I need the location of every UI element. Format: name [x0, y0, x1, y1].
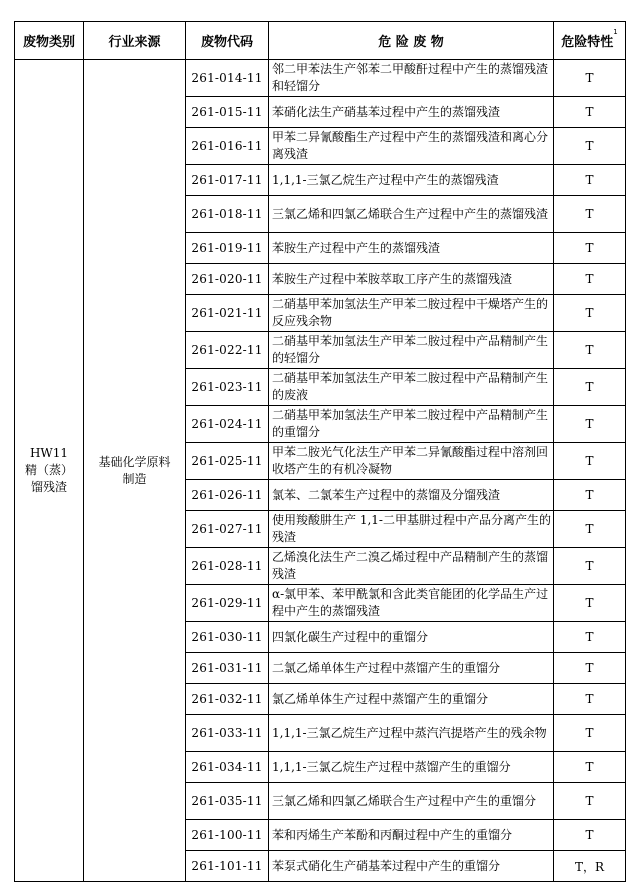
waste-description: 甲苯二异氰酸酯生产过程中产生的蒸馏残渣和离心分离残渣: [269, 128, 554, 165]
waste-code: 261-016-11: [186, 128, 269, 165]
hazard-characteristic: T: [554, 548, 626, 585]
hazard-characteristic: T: [554, 715, 626, 752]
waste-code: 261-015-11: [186, 97, 269, 128]
table-body: [15, 60, 626, 882]
waste-code: 261-014-11: [186, 60, 269, 97]
waste-description: α-氯甲苯、苯甲酰氯和含此类官能团的化学品生产过程中产生的蒸馏残渣: [269, 585, 554, 622]
waste-description: 二硝基甲苯加氢法生产甲苯二胺过程中干燥塔产生的反应残余物: [269, 295, 554, 332]
hazard-characteristic: T: [554, 783, 626, 820]
waste-description: 二硝基甲苯加氢法生产甲苯二胺过程中产品精制产生的轻馏分: [269, 332, 554, 369]
hazard-characteristic: T: [554, 752, 626, 783]
hazard-characteristic: T: [554, 585, 626, 622]
hazard-characteristic: T: [554, 97, 626, 128]
hazard-characteristic: T: [554, 622, 626, 653]
waste-description: 三氯乙烯和四氯乙烯联合生产过程中产生的重馏分: [269, 783, 554, 820]
waste-description: 1,1,1-三氯乙烷生产过程中蒸汽汽提塔产生的残余物: [269, 715, 554, 752]
waste-code: 261-026-11: [186, 480, 269, 511]
waste-code: 261-033-11: [186, 715, 269, 752]
hazard-characteristic: T: [554, 480, 626, 511]
hazard-characteristic: T: [554, 332, 626, 369]
category-line3: 馏残渣: [30, 480, 67, 494]
header-category: 废物类别: [15, 22, 84, 60]
waste-description: 四氯化碳生产过程中的重馏分: [269, 622, 554, 653]
waste-code: 261-018-11: [186, 196, 269, 233]
hazard-characteristic: T: [554, 406, 626, 443]
hazard-characteristic: T: [554, 653, 626, 684]
table-row: [15, 60, 626, 97]
waste-description: 使用羧酸肼生产 1,1-二甲基肼过程中产品分离产生的残渣: [269, 511, 554, 548]
hazard-characteristic: T: [554, 165, 626, 196]
waste-description: 苯和丙烯生产苯酚和丙酮过程中产生的重馏分: [269, 820, 554, 851]
hazardous-waste-table: [14, 21, 626, 882]
hazard-characteristic: T: [554, 60, 626, 97]
header-industry: 行业来源: [84, 22, 186, 60]
waste-code: 261-025-11: [186, 443, 269, 480]
waste-code: 261-017-11: [186, 165, 269, 196]
hazard-characteristic: T: [554, 443, 626, 480]
waste-description: 二氯乙烯单体生产过程中蒸馏产生的重馏分: [269, 653, 554, 684]
waste-code: 261-032-11: [186, 684, 269, 715]
waste-code: 261-100-11: [186, 820, 269, 851]
hazard-characteristic: T: [554, 511, 626, 548]
waste-description: 苯胺生产过程中苯胺萃取工序产生的蒸馏残渣: [269, 264, 554, 295]
waste-description: 甲苯二胺光气化法生产甲苯二异氰酸酯过程中溶剂回收塔产生的有机冷凝物: [269, 443, 554, 480]
header-code: 废物代码: [186, 22, 269, 60]
header-waste: 危 险 废 物: [269, 22, 554, 60]
hazard-characteristic: T: [554, 233, 626, 264]
document-page: [14, 21, 625, 882]
waste-code: 261-020-11: [186, 264, 269, 295]
waste-description: 乙烯溴化法生产二溴乙烯过程中产品精制产生的蒸馏残渣: [269, 548, 554, 585]
waste-code: 261-024-11: [186, 406, 269, 443]
waste-code: 261-029-11: [186, 585, 269, 622]
hazard-characteristic: T: [554, 264, 626, 295]
waste-description: 氯苯、二氯苯生产过程中的蒸馏及分馏残渣: [269, 480, 554, 511]
industry-line2: 制造: [122, 471, 147, 486]
waste-code: 261-022-11: [186, 332, 269, 369]
hazard-characteristic: T: [554, 196, 626, 233]
hazard-characteristic: T: [554, 369, 626, 406]
waste-description: 二硝基甲苯加氢法生产甲苯二胺过程中产品精制产生的废液: [269, 369, 554, 406]
industry-line1: 基础化学原料: [98, 454, 171, 469]
waste-code: 261-035-11: [186, 783, 269, 820]
waste-description: 邻二甲苯法生产邻苯二甲酸酐过程中产生的蒸馏残渣和轻馏分: [269, 60, 554, 97]
header-hazard: 危险特性$^1$: [554, 22, 626, 60]
waste-description: 苯泵式硝化生产硝基苯过程中产生的重馏分: [269, 851, 554, 882]
waste-code: 261-027-11: [186, 511, 269, 548]
waste-description: 1,1,1-三氯乙烷生产过程中蒸馏产生的重馏分: [269, 752, 554, 783]
category-line1: HW11: [29, 446, 69, 460]
waste-code: 261-101-11: [186, 851, 269, 882]
table-header-row: [15, 22, 626, 60]
waste-code: 261-030-11: [186, 622, 269, 653]
category-cell: [15, 60, 84, 882]
waste-description: 二硝基甲苯加氢法生产甲苯二胺过程中产品精制产生的重馏分: [269, 406, 554, 443]
hazard-characteristic: T: [554, 820, 626, 851]
waste-code: 261-034-11: [186, 752, 269, 783]
header-hazard-footnote: 1: [613, 28, 618, 36]
waste-code: 261-028-11: [186, 548, 269, 585]
hazard-characteristic: T: [554, 128, 626, 165]
waste-description: 苯硝化法生产硝基苯过程中产生的蒸馏残渣: [269, 97, 554, 128]
waste-code: 261-019-11: [186, 233, 269, 264]
waste-description: 1,1,1-三氯乙烷生产过程中产生的蒸馏残渣: [269, 165, 554, 196]
waste-code: 261-021-11: [186, 295, 269, 332]
hazard-characteristic: T，R: [554, 851, 626, 882]
industry-cell: [84, 60, 186, 882]
waste-code: 261-023-11: [186, 369, 269, 406]
waste-description: 三氯乙烯和四氯乙烯联合生产过程中产生的蒸馏残渣: [269, 196, 554, 233]
hazard-characteristic: T: [554, 684, 626, 715]
hazard-characteristic: T: [554, 295, 626, 332]
waste-code: 261-031-11: [186, 653, 269, 684]
waste-description: 苯胺生产过程中产生的蒸馏残渣: [269, 233, 554, 264]
waste-description: 氯乙烯单体生产过程中蒸馏产生的重馏分: [269, 684, 554, 715]
category-line2: 精（蒸）: [24, 463, 73, 477]
